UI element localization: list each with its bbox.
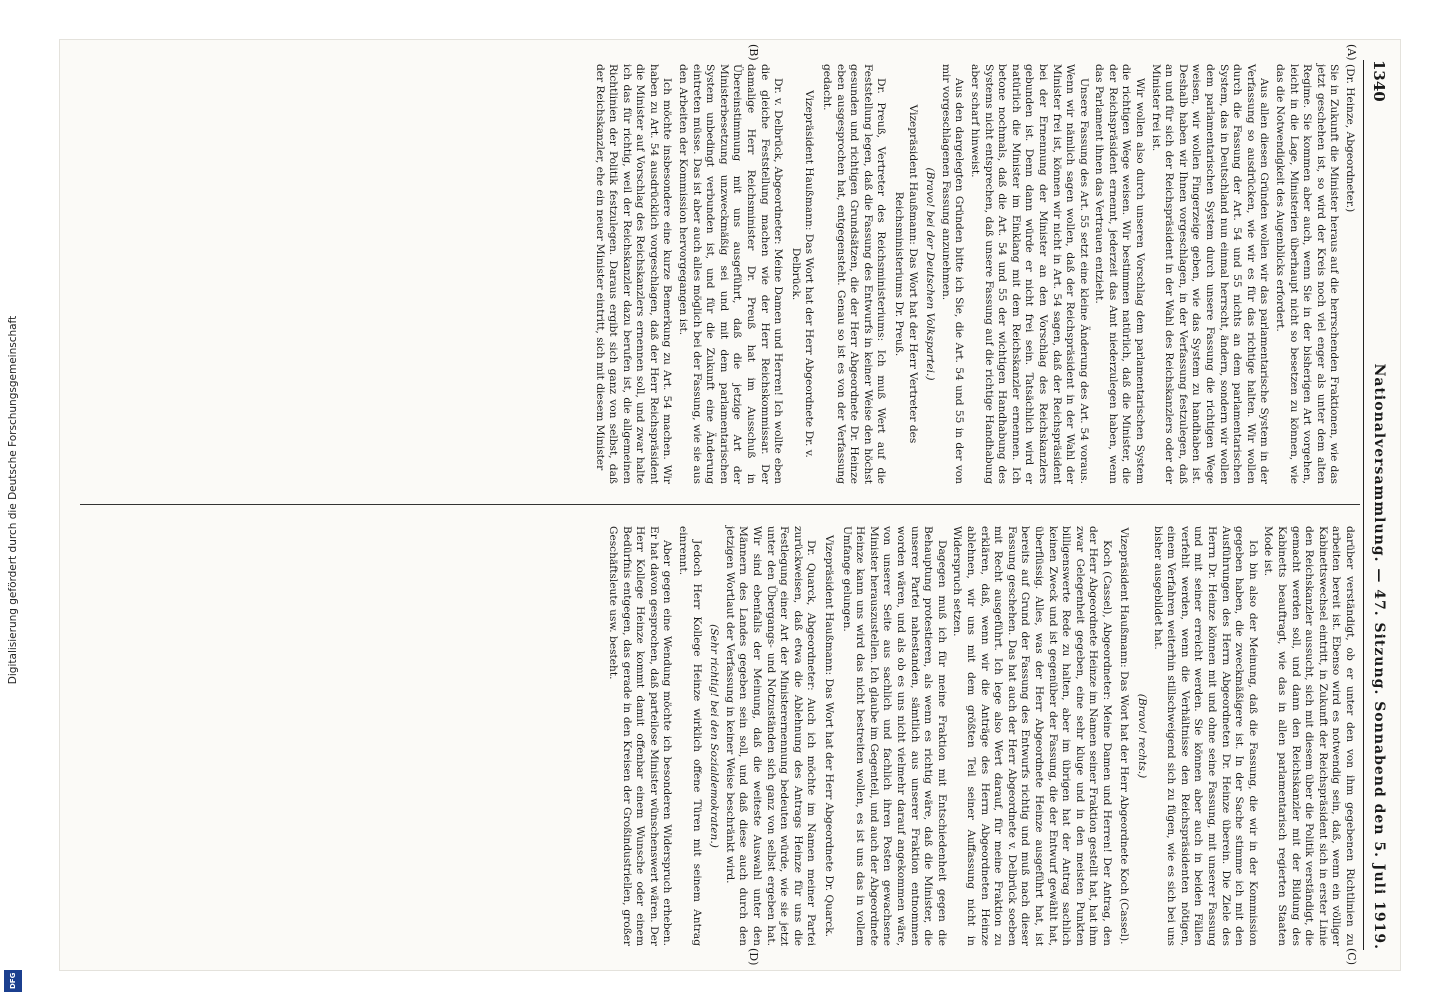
- vice-president-remark: Vizepräsident Haußmann: Das Wort hat der Herr Vertreter des Reichsministeriums Dr. Preuß.: [893, 104, 919, 444]
- vice-president-remark: Vizepräsident Haußmann: Das Wort hat der Herr Abgeordnete Koch (Cassel).: [1118, 527, 1131, 945]
- paragraph: Ich möchte insbesondere eine kurze Bemerkung zu Art. 54 machen. Wir haben zu Art. 54 ausdrücklich vorgeschlagen, daß der Herr Reichspräsident die Minister auf Vorschlag des Reichskanzlers ernennen soll, und zwar halte ich das für richtig, weil der Reichskanzler dazu berufen ist, die allgemeinen Richtlinien der Politik festzulegen. Daraus ergibt sich ganz von selbst, daß der Reichskanzler, ehe ein neuer Minister eintritt, sich mit diesem Minister: [593, 64, 674, 484]
- vice-president-remark: Vizepräsident Haußmann: Das Wort hat der Herr Abgeordnete Dr. v. Delbrück.: [789, 90, 816, 458]
- speaker-continuation: (Dr. Heinze, Abgeordneter.): [1344, 64, 1356, 213]
- paragraph: Unsere Fassung des Art. 55 setzt eine kleine Änderung des Art. 54 voraus. Wenn wir nämlich sagen wollen, daß der Reichspräsident in der Wahl der Minister frei ist, können wir nicht in Art. 54 sagen, daß der Reichspräsident bei der Ernennung der Minister an den Vorschlag des Reichskanzlers gebunden ist. Denn dann würde er nicht frei sein. Tatsächlich wird er natürlich die Minister im Einklang mit dem Reichskanzler ernennen. Ich betone nochmals, daß die Art. 54 und 55 der wichtigen Handhabung des Systems nicht entsprechen, daß unsere Fassung auf die richtige Handhabung aber scharf hinweist.: [968, 64, 1090, 484]
- page-number: 1340: [1370, 60, 1388, 102]
- paragraph: Dr. Preuß, Vertreter des Reichsministeriums: Ich muß Wert auf die Feststellung legen, daß die Fassung des Entwurfs in keiner Weise den höchst gesunden und richtigen Grundsätzen, die der Herr Abgeordnete Dr. Heinze eben ausgesprochen hat, entgegensteht. Genau so ist es von der Verfassung gedacht.: [821, 64, 888, 484]
- paragraph: Dagegen muß ich für meine Fraktion mit Entschiedenheit gegen die Behauptung protestieren, als wenn es richtig wäre, daß die Minister, die unserer Partei nahestanden, sämtlich aus unserer Fraktion entnommen worden wären, und als ob es uns nicht vielmehr darauf angekommen wäre, von unserer Seite aus sachlich und fachlich ihren Posten gewachsene Minister herauszustellen. Ich glaube im Gegenteil, und auch der Abgeordnete Heinze kann uns wird das nicht bestreiten wollen, es ist uns das in vollem Umfange gelungen.: [840, 526, 948, 946]
- right-column: [604, 526, 1356, 946]
- rotated-page-content: [60, 40, 1400, 970]
- paragraph: Dr. Quarck, Abgeordneter: Auch ich möchte im Namen meiner Partei zurückweisen, daß etwa die Ablehnung des Antrags Heinze für uns die Festlegung einer Art der Ministerernennung bedeuten würde, wie sie jetzt unter den Übergangs- und Notzuständen sich ganz von selbst ergeben hat. Wir sind ebenfalls der Meinung, daß die weiteste Auswahl unter den Männern des Landes gegeben sein soll, und daß diese auch durch den jetzigen Wortlaut der Verfassung in keiner Weise beschränkt wird.: [723, 526, 818, 946]
- digitization-credit: Digitalisierung gefördert durch die Deutsche Forschungsgemeinschaft: [7, 315, 19, 685]
- page-header: [1366, 60, 1392, 950]
- paragraph: Koch (Cassel), Abgeordneter: Meine Damen und Herren! Der Antrag, den der Herr Abgeordnete Heinze im Namen seiner Fraktion gestellt hat, hat ihm zwar Gelegenheit gegeben, eine sehr kluge und in den meisten Punkten billigenswerte Rede zu halten, aber im übrigen hat der Antrag sachlich keinen Zweck und ist gegenüber der Fassung, die der Entwurf gewählt hat, überflüssig. Alles, was der Herr Abgeordnete Heinze ausgeführt hat, ist bereits auf Grund der Fassung des Entwurfs richtig und muß nach dieser Fassung geschehen. Das hat auch der Herr Abgeordnete v. Delbrück soeben mit Recht ausgeführt. Ich lege also Wert darauf, für meine Fraktion zu erklären, daß, wenn wir die Anträge des Herrn Abgeordneten Heinze ablehnen, wir uns mit dem größten Teil seiner Auffassung nicht in Widerspruch setzen.: [951, 526, 1113, 946]
- column-divider: [80, 504, 1360, 505]
- header-rule: [1363, 60, 1364, 950]
- dfg-logo: DFG: [4, 970, 22, 992]
- vice-president-remark: Vizepräsident Haußmann: Das Wort hat der Herr Abgeordnete Dr. Quarck.: [823, 534, 836, 938]
- margin-letter-d: (D): [747, 948, 760, 966]
- paragraph: Dr. v. Delbrück, Abgeordneter: Meine Damen und Herren! Ich wollte eben die gleiche Feststellung machen wie der Herr Reichskommissar. Der damalige Herr Reichsminister Dr. Preuß hat im Ausschuß in Übereinstimmung mit uns ausgeführt, daß die jetzige Art der Ministerbesetzung unzweckmäßig sei und mit dem parlamentarischen System unbedingt verbunden ist, und für die Zukunft eine Änderung eintreten müsse. Das ist aber auch alles möglich bei der Fassung, wie sie aus den Arbeiten der Kommission hervorgegangen ist.: [677, 64, 785, 484]
- paragraph: Jedoch Herr Kollege Heinze wirklich offene Türen mit seinem Antrag einrennt.: [677, 526, 703, 946]
- applause-note: (Bravo! bei der Deutschen Volkspartei.): [924, 167, 937, 381]
- scanned-page: [60, 40, 1400, 970]
- scan-credit-sidebar: [0, 0, 26, 1000]
- applause-note: (Bravo! rechts.): [1136, 693, 1149, 779]
- paragraph: Aus den dargelegten Gründen bitte ich Sie, die Art. 54 und 55 in der von mir vorgeschlagenen Fassung anzunehmen.: [939, 64, 966, 484]
- paragraph: Ich bin also der Meinung, daß die Fassung, die wir in der Kommission gegeben haben, die zweckmäßigere ist. In der Sache stimme ich mit den Ausführungen des Herrn Abgeordneten Dr. Heinze überein. Die Ziele des Herrn Dr. Heinze können mit und ohne seine Fassung, mit unserer Fassung und mit seiner erreicht werden. Sie können aber auch in beiden Fällen verfehlt werden, wenn die Verhältnisse den Reichspräsidenten nötigen, einem Verfahren weiterhin stillschweigend sich zu fügen, wie es sich bei uns bisher ausgebildet hat.: [1151, 526, 1259, 946]
- page-title: Nationalversammlung. — 47. Sitzung. Sonnabend den 5. Juli 1919.: [1371, 363, 1387, 950]
- paragraph: darüber verständigt, ob er unter den von ihm gegebenen Richtlinien zu arbeiten bereit ist. Ebenso wird es notwendig sein, daß, wenn ein völliger Kabinettswechsel eintritt, in Zukunft der Reichspräsident sich in erster Linie den Reichskanzler aussucht, sich mit diesem über die Politik verständigt, die gemacht werden soll, und dann den Reichskanzler mit der Bildung des Kabinetts beauftragt, wie das in allen parlamentarisch regierten Staaten Mode ist.: [1262, 526, 1356, 946]
- paragraph: Wir wollen also durch unseren Vorschlag dem parlamentarischen System die richtigen Wege weisen. Wir bestimmen natürlich, daß die Minister, die der Reichspräsident ernennt, jederzeit das Amt niederzulegen haben, wenn das Parlament ihnen das Vertrauen entzieht.: [1093, 64, 1147, 484]
- margin-letter-b: (B): [747, 44, 760, 61]
- margin-letter-c: (C): [1345, 948, 1358, 965]
- paragraph: Aber gegen eine Wendung möchte ich besonderen Widerspruch erheben. Er hat davon gesprochen, daß parteilose Minister wünschenswert wären. Der Herr Kollege Heinze kommt damit offenbar einem Wunsche oder einem Bedürfnis entgegen, das gerade in den Kreisen der Großindustriellen, großer Geschäftsleute usw. besteht.: [607, 526, 674, 946]
- paragraph: Sie in Zukunft die Minister heraus auf die herrschenden Fraktionen, wie das jetzt geschehen ist, so wird der Kreis noch viel enger als unter dem alten Regime. Sie kommen aber auch, wenn Sie in der bisherigen Art vorgehen, leicht in die Lage, Ministerien überhaupt nicht so besetzen zu können, wie das die Notwendigkeit des Augenblicks erfordert.: [1274, 64, 1341, 484]
- applause-note: (Sehr richtig! bei den Sozialdemokraten.): [708, 624, 721, 848]
- paragraph: Aus allen diesen Gründen wollen wir das parlamentarische System in der Verfassung so ausdrücken, wie wir es für das richtige halten. Wir wollen durch die Fassung der Art. 54 und 55 nichts an dem parlamentarischen System, das in Deutschland nun einmal herrscht, ändern, sondern wir wollen dem parlamentarischen System durch unsere Fassung die richtigen Wege weisen, wir wollen Fingerzeige geben, wie das System zu handhaben ist. Deshalb haben wir Ihnen vorgeschlagen, in der Verfassung festzulegen, daß an und für sich der Reichspräsident in der Wahl des Reichskanzlers oder der Minister frei ist.: [1149, 64, 1271, 484]
- left-column: [590, 64, 1356, 484]
- margin-letter-a: (A): [1345, 44, 1358, 61]
